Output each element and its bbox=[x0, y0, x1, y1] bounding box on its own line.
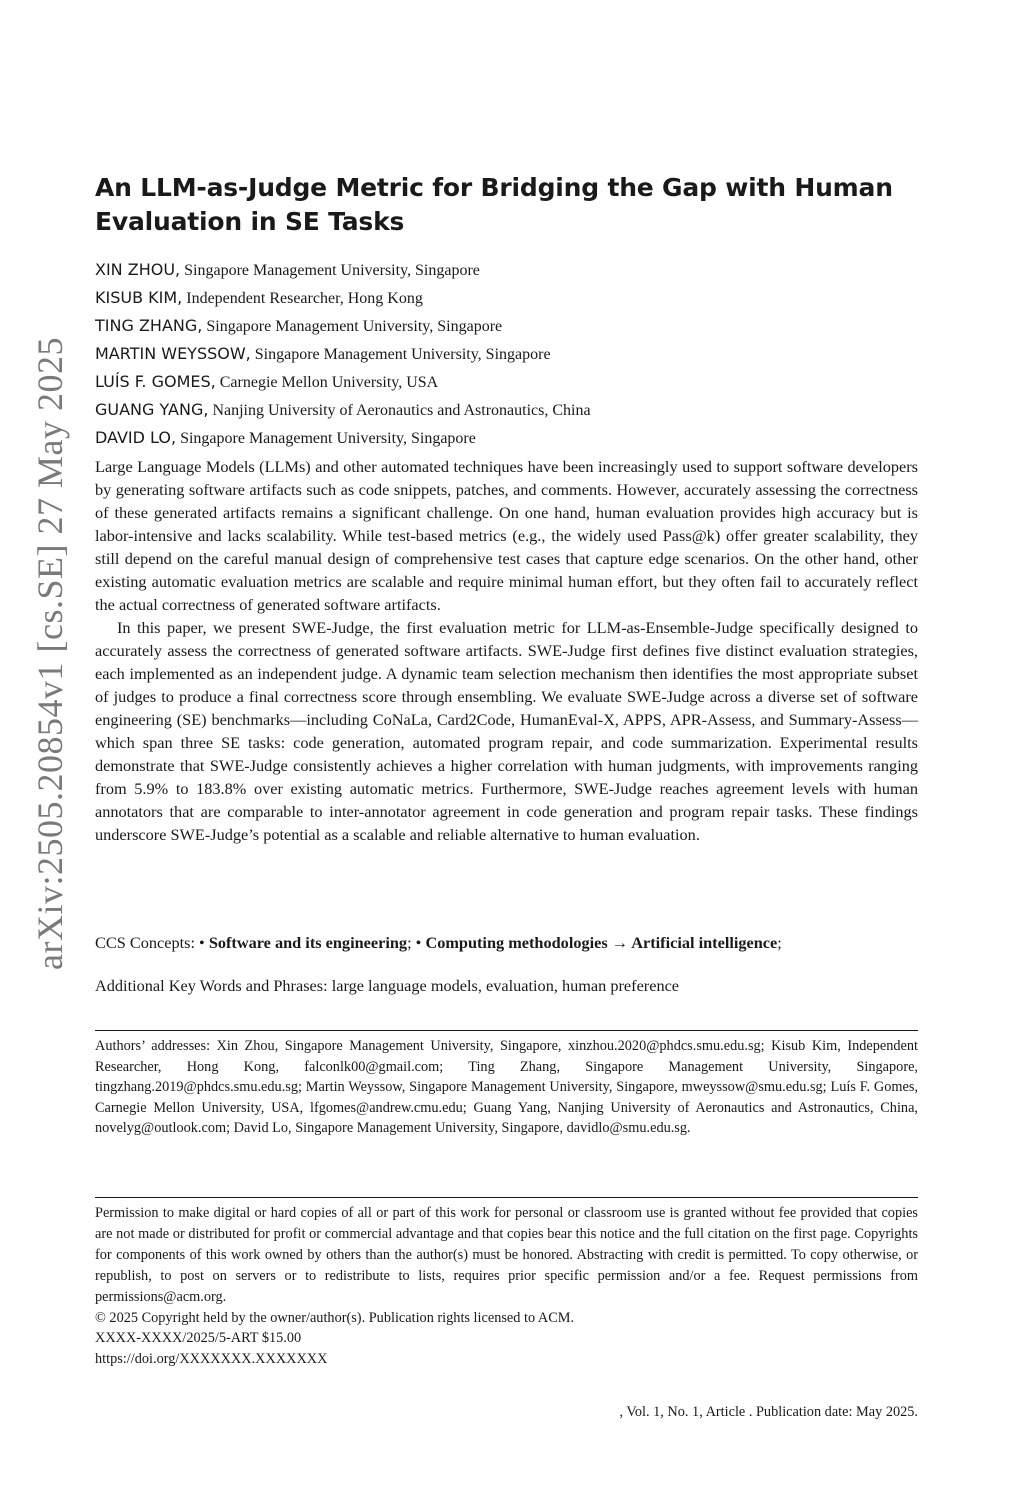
author-name: TING ZHANG, bbox=[95, 316, 203, 335]
ccs-concept-computing: Computing methodologies → Artificial intelligence bbox=[425, 933, 778, 952]
author-affiliation: Singapore Management University, Singapore bbox=[176, 430, 476, 447]
author-name: MARTIN WEYSSOW, bbox=[95, 344, 251, 363]
abstract-paragraph-2: In this paper, we present SWE-Judge, the first evaluation metric for LLM-as-Ensemble-Judge specifically designed to accurately assess the correctness of generated software artifacts. SWE-Judge first defines five distinct evaluation strategies, each implemented as an independent judge. A dynamic team selection mechanism then identifies the most appropriate subset of judges to produce a final correctness score through ensembling. We evaluate SWE-Judge across a diverse set of software engineering (SE) benchmarks—including CoNaLa, Card2Code, HumanEval-X, APPS, APR-Assess, and Summary-Assess—which span three SE tasks: code generation, automated program repair, and code summarization. Experimental results demonstrate that SWE-Judge consistently achieves a higher correlation with human judgments, with improvements ranging from 5.9% to 183.8% over existing automatic metrics. Furthermore, SWE-Judge reaches agreement levels with human annotators that are comparable to inter-annotator agreement in code generation and program repair tasks. These findings underscore SWE-Judge’s potential as a scalable and reliable alternative to human evaluation. bbox=[95, 618, 918, 844]
author-list bbox=[95, 256, 918, 452]
author-affiliation: Singapore Management University, Singapore bbox=[180, 262, 480, 279]
permission-text: Permission to make digital or hard copies of all or part of this work for personal or classroom use is granted without fee provided that copies are not made or distributed for profit or commercial advantage and that copies bear this notice and the full citation on the first page. Copyrights for components of this work owned by others than the author(s) must be honored. Abstracting with credit is permitted. To copy otherwise, or republish, to post on servers or to redistribute to lists, requires prior specific permission and/or a fee. Request permissions from permissions@acm.org. bbox=[95, 1205, 918, 1305]
abstract-paragraph-1: Large Language Models (LLMs) and other automated techniques have been increasingly used to support software developers by generating software artifacts such as code snippets, patches, and comments. However, accurately assessing the correctness of these generated artifacts remains a significant challenge. On one hand, human evaluation provides high accuracy but is labor-intensive and lacks scalability. While test-based metrics (e.g., the widely used Pass@k) offer greater scalability, they still depend on the careful manual design of comprehensive test cases that capture edge scenarios. On the other hand, other existing automatic evaluation metrics are scalable and require minimal human effort, but they often fail to accurately reflect the actual correctness of generated software artifacts. bbox=[95, 457, 918, 614]
author-entry bbox=[95, 340, 918, 368]
doi-line: https://doi.org/XXXXXXX.XXXXXXX bbox=[95, 1351, 328, 1368]
arxiv-identifier: arXiv:2505.20854v1 [cs.SE] 27 May 2025 bbox=[30, 336, 70, 970]
author-entry bbox=[95, 312, 918, 340]
author-name: XIN ZHOU, bbox=[95, 260, 181, 279]
author-affiliation: Nanjing University of Aeronautics and Astronautics, China bbox=[208, 402, 591, 419]
ccs-concept-software: Software and its engineering bbox=[208, 933, 408, 952]
ccs-separator: ; • bbox=[407, 933, 426, 952]
ccs-concepts bbox=[95, 931, 918, 954]
permission-block bbox=[95, 1203, 918, 1370]
author-entry bbox=[95, 368, 918, 396]
abstract bbox=[95, 455, 918, 846]
page-footer: , Vol. 1, No. 1, Article . Publication date: May 2025. bbox=[619, 1404, 918, 1420]
issn-line: XXXX-XXXX/2025/5-ART $15.00 bbox=[95, 1330, 302, 1347]
author-affiliation: Carnegie Mellon University, USA bbox=[215, 374, 439, 391]
author-name: KISUB KIM, bbox=[95, 288, 183, 307]
author-name: LUÍS F. GOMES, bbox=[95, 372, 216, 391]
keywords: Additional Key Words and Phrases: large language models, evaluation, human preference bbox=[95, 976, 680, 995]
address-divider bbox=[95, 1030, 918, 1031]
author-entry bbox=[95, 284, 918, 312]
arxiv-sidebar bbox=[15, 288, 85, 1018]
paper-title: An LLM-as-Judge Metric for Bridging the Gap with Human Evaluation in SE Tasks bbox=[95, 173, 893, 236]
author-affiliation: Singapore Management University, Singapore bbox=[202, 318, 503, 335]
author-entry bbox=[95, 424, 918, 452]
ccs-suffix: ; bbox=[777, 933, 782, 952]
author-name: DAVID LO, bbox=[95, 428, 177, 447]
author-entry bbox=[95, 396, 918, 424]
ccs-prefix: CCS Concepts: • bbox=[95, 933, 209, 952]
author-entry bbox=[95, 256, 918, 284]
author-name: GUANG YANG, bbox=[95, 400, 209, 419]
author-addresses: Authors’ addresses: Xin Zhou, Singapore Management University, Singapore, xinzhou.2020@phdcs.smu.edu.sg; Kisub Kim, Independent Researcher, Hong Kong, falconlk00@gmail.com; Ting Zhang, Singapore Management University, Singapore, tingzhang.2019@phdcs.smu.edu.sg; Martin Weyssow, Singapore Management University, Singapore, mweyssow@smu.edu.sg; Luís F. Gomes, Carnegie Mellon University, USA, lfgomes@andrew.cmu.edu; Guang Yang, Nanjing University of Aeronautics and Astronautics, China, novelyg@outlook.com; David Lo, Singapore Management University, Singapore, davidlo@smu.edu.sg. bbox=[95, 1038, 918, 1136]
author-affiliation: Singapore Management University, Singapore bbox=[250, 346, 551, 363]
author-affiliation: Independent Researcher, Hong Kong bbox=[182, 290, 423, 307]
copyright-line: © 2025 Copyright held by the owner/author(s). Publication rights licensed to ACM. bbox=[95, 1309, 575, 1326]
permission-divider bbox=[95, 1197, 918, 1198]
